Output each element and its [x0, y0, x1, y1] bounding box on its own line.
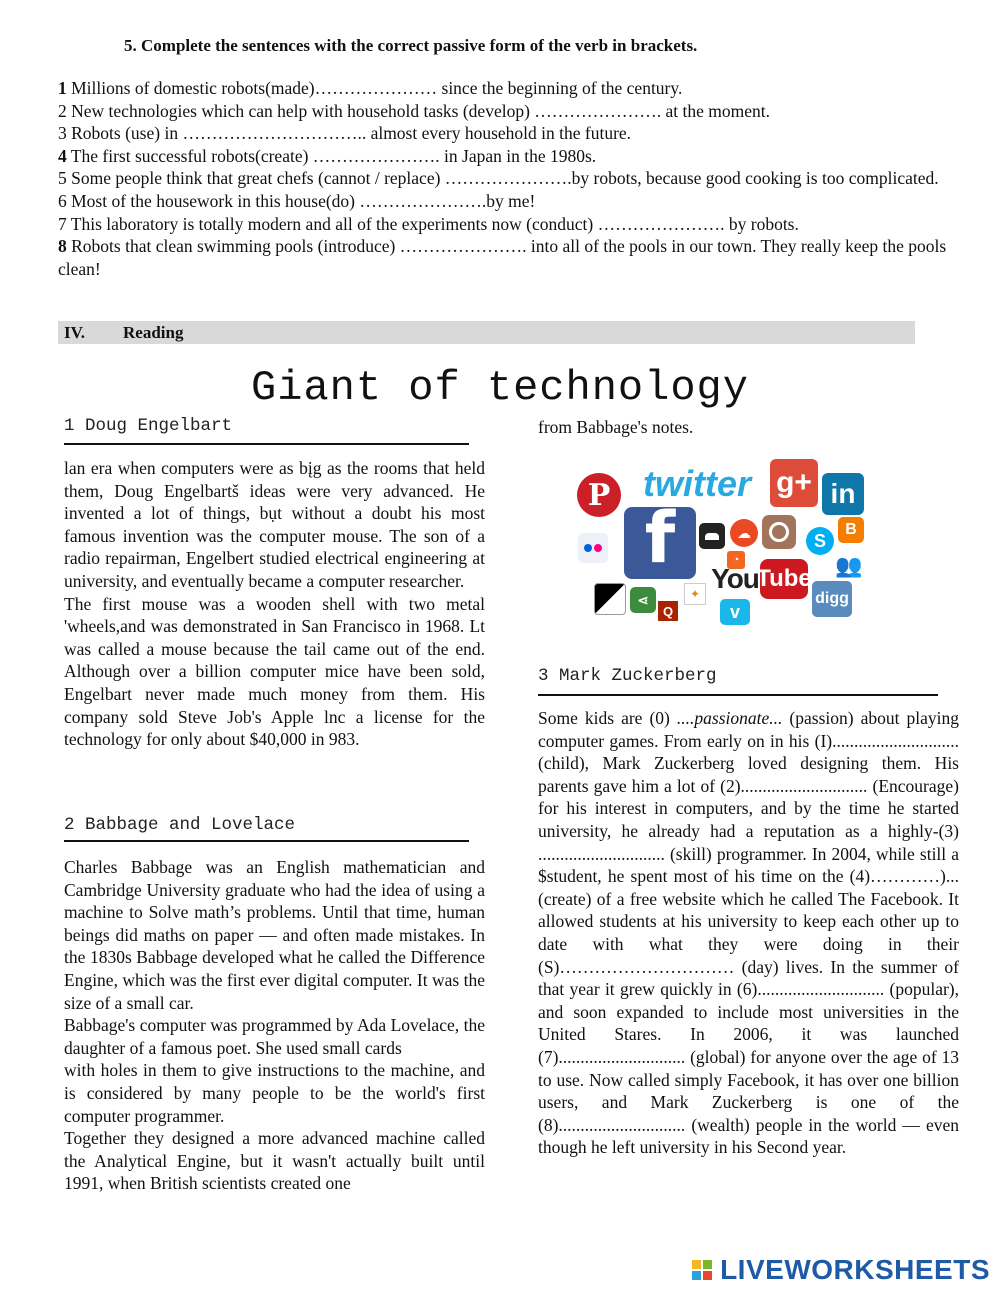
paragraph: lan era when computers were as bįg as the rooms that held them, Doug Engelbartš ideas were very advanced. He invented a lot of things, bụt without a doubt his most famous invention was the computer mouse. The son of a radio repairman, Engelbert studied electrical engineering at university, and eventually became a computer researcher. — [64, 458, 485, 591]
feed-icon: ✦ — [684, 583, 706, 605]
item-number: 2 — [58, 100, 67, 121]
liveworksheets-mark-icon — [692, 1258, 714, 1282]
heading-rule — [538, 694, 938, 696]
item-text: Most of the housework in this house(do) ………………….by me! — [66, 190, 536, 211]
exercise-item — [58, 190, 948, 213]
myspace-icon: 👥 — [835, 553, 863, 578]
item-number: 8 — [58, 236, 67, 257]
exercise-item — [58, 77, 948, 100]
item-text: New technologies which can help with household tasks (develop) …………………. at the moment. — [66, 100, 771, 121]
exercise-list — [58, 77, 948, 280]
text-segment: (passion) about playing computer games. From early on in his (I)............................. (child), Mark Zuckerberg loved designing them. His parents gave him a lot of (2)............................. (Encourage) for his interest in computers, and by the time he started university, he already had a reputation as a highly-(3) ............................. (skill) programmer. In 2004, while still a $student, he spent most of his time on the (4)…………)... (create) of a free website which he called The Facebook. It allowed students at his university to keep each other up to date with what they were doing in their (S)………………………… (day) lives. In the summer of that year it grew quickly in (6)............................. (popular), and soon expanded to include most universities in the United Stares. In 2006, it was launched (7)............................. (global) for anyone over the age of 13 to use. Now called simply Facebook, it has over one billion users, and Mark Zuckerberg is one of the (8)............................. (wealth) people in the world — even though he left university in his Second year. — [538, 708, 959, 1158]
item-text: The first successful robots(create) …………………. in Japan in the 1980s. — [66, 145, 597, 166]
social-media-logos-image — [572, 455, 872, 635]
heading-rule — [64, 443, 469, 445]
reading-title: Giant of technology — [251, 364, 749, 412]
vimeo-icon: v — [720, 599, 750, 625]
soundcloud-icon — [699, 523, 725, 549]
item-number: 5 — [58, 168, 67, 189]
item-number: 7 — [58, 213, 67, 234]
section-label: Reading — [123, 323, 184, 342]
paragraph: Together they designed a more advanced machine called the Analytical Engine, but it wasn't actually built until 1991, when British scientists created one — [64, 1128, 485, 1194]
share-icon: ⋖ — [630, 587, 656, 613]
digg-icon: digg — [812, 581, 852, 617]
exercise-item — [58, 213, 948, 236]
flickr-icon — [578, 533, 608, 563]
item-text: Millions of domestic robots(made)………………… since the beginning of the century. — [66, 78, 683, 98]
stumbleupon-icon: ☁ — [730, 519, 758, 547]
exercise-item — [58, 167, 948, 190]
section-number: IV. — [64, 323, 85, 342]
paragraph: Babbage's computer was programmed by Ada Lovelace, the daughter of a famous poet. She used small cards — [64, 1015, 485, 1058]
youtube-tube-icon: Tube — [760, 559, 808, 599]
paragraph: with holes in them to give instructions to the machine, and is considered by many people to be the world's first computer programmer. — [64, 1060, 485, 1126]
liveworksheets-logo — [692, 1254, 990, 1286]
item-number: 1 — [58, 78, 67, 98]
exercise-item — [58, 100, 948, 123]
quora-icon: Q — [658, 601, 678, 621]
text-segment: Some kids are (0) — [538, 708, 677, 728]
delicious-icon — [594, 583, 626, 615]
paragraph — [538, 707, 959, 1159]
section-bar-reading — [58, 321, 915, 344]
rss-icon: ◔ — [727, 551, 745, 569]
heading-engelbart: 1 Doug Engelbart — [64, 416, 233, 436]
pinterest-icon: P — [577, 473, 621, 517]
item-number: 6 — [58, 190, 67, 211]
liveworksheets-brand: LIVEWORKSHEETS — [720, 1254, 990, 1285]
paragraph: Charles Babbage was an English mathematician and Cambridge University graduate who had the idea of using a machine to Solve math’s problems. Until that time, human beings did maths on paper — and often made mistakes. In the 1830s Babbage developed what he called the Difference Engine, which was the first ever digital computer. It was the size of a small car. — [64, 857, 485, 1013]
google-plus-icon: g+ — [770, 459, 818, 507]
exercise-item — [58, 122, 948, 145]
item-text: Robots (use) in ………………………….. almost every household in the future. — [66, 123, 632, 144]
heading-babbage: 2 Babbage and Lovelace — [64, 815, 296, 835]
item-text: Robots that clean swimming pools (introduce) …………………. into all of the pools in our town. They really keep the pools clean! — [58, 236, 947, 279]
item-text: Some people think that great chefs (cannot / replace) ………………….by robots, because good cooking is too complicated. — [66, 168, 939, 189]
youtube-you-icon: You — [711, 563, 759, 594]
instagram-icon — [762, 515, 796, 549]
engelbart-text — [64, 457, 485, 751]
heading-zuckerberg: 3 Mark Zuckerberg — [538, 666, 717, 686]
paragraph: The first mouse was a wooden shell with two metal 'wheels,and was demonstrated in San Francisco in 1968. Lt was called a mouse because the tail came out of the end. Although over a billion computer mice have been sold, Engelbart never made much money from them. His company sold Steve Job's Apple lnc a license for the technology for only about $40,000 in 983. — [64, 593, 485, 750]
linkedin-icon: in — [822, 473, 864, 515]
item-text: This laboratory is totally modern and all of the experiments now (conduct) …………………. by robots. — [66, 213, 799, 234]
item-number: 4 — [58, 145, 67, 166]
twitter-icon: twitter — [643, 463, 751, 504]
item-number: 3 — [58, 123, 67, 144]
example-answer: ....passionate... — [676, 708, 783, 728]
babbage-continued: from Babbage's notes. — [538, 417, 694, 437]
blogger-icon: B — [838, 517, 864, 543]
facebook-icon: f — [624, 507, 696, 579]
heading-rule — [64, 840, 469, 842]
zuckerberg-text — [538, 707, 959, 1159]
exercise-item — [58, 145, 948, 168]
skype-icon: S — [806, 527, 834, 555]
exercise-title: 5. Complete the sentences with the correct passive form of the verb in brackets. — [124, 36, 698, 55]
exercise-item — [58, 235, 948, 280]
babbage-text — [64, 856, 485, 1195]
